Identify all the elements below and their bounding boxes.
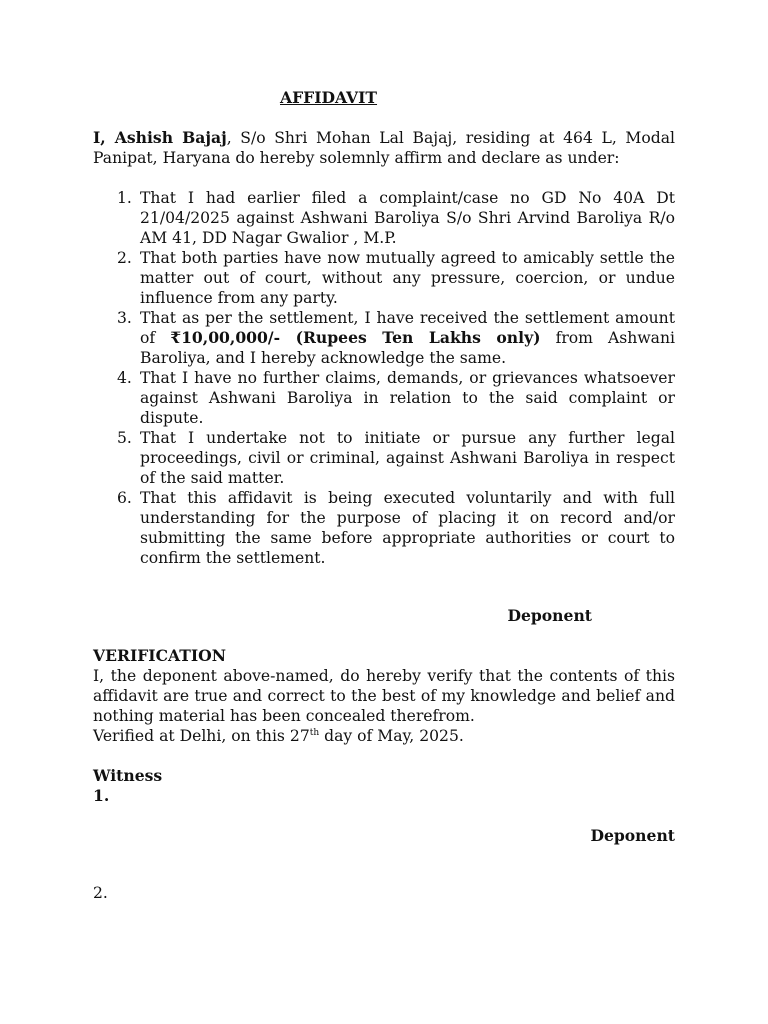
item-text-after: from Ashwani Baroliya, and I hereby acknowledge the same.: [140, 329, 676, 367]
item-number: 4.: [117, 369, 132, 387]
witness-one-number: 1.: [93, 786, 110, 805]
item-number: 1.: [117, 189, 132, 207]
witness-title: Witness: [93, 766, 163, 785]
item-text: That both parties have now mutually agreed to amicably settle the matter out of court, without any pressure, coercion, or undue influence from any party.: [140, 249, 675, 307]
item-number: 3.: [117, 309, 132, 327]
item-text: That I undertake not to initiate or pursue any further legal proceedings, civil or criminal, against Ashwani Baroliya in respect of the said matter.: [140, 429, 675, 487]
declaration-list: [93, 188, 675, 568]
deponent-name: I, Ashish Bajaj: [93, 128, 227, 147]
settlement-amount: ₹10,00,000/- (Rupees Ten Lakhs only): [170, 328, 541, 347]
item-number: 5.: [117, 429, 132, 447]
item-number: 6.: [117, 489, 132, 507]
intro-paragraph: [93, 128, 675, 168]
item-text: That this affidavit is being executed voluntarily and with full understanding for the purpose of placing it on record and/or submitting the same before appropriate authorities or court to confirm the settlement.: [140, 489, 675, 567]
verification-body: I, the deponent above-named, do hereby verify that the contents of this affidavit are true and correct to the best of my knowledge and belief and nothing material has been concealed therefrom.: [93, 667, 675, 725]
list-item: [93, 428, 675, 488]
document-title: AFFIDAVIT: [280, 88, 378, 107]
list-item: [93, 248, 675, 308]
list-item: [93, 488, 675, 568]
verification-title: VERIFICATION: [93, 646, 226, 665]
witness-heading: [93, 766, 675, 786]
witness-two-number: 2.: [93, 884, 108, 902]
witness-one: [93, 786, 675, 806]
verification-date-line: [93, 726, 675, 746]
verified-suffix: day of May, 2025.: [319, 727, 464, 745]
list-item: [93, 308, 675, 368]
verified-superscript: th: [309, 728, 320, 738]
witness-two: [93, 883, 675, 903]
list-item: [93, 188, 675, 248]
list-item: [93, 368, 675, 428]
verification-heading: [93, 646, 675, 666]
item-number: 2.: [117, 249, 132, 267]
item-text-before: That as per the settlement, I have received the settlement amount of: [140, 309, 675, 347]
item-text: That I have no further claims, demands, or grievances whatsoever against Ashwani Baroliya in relation to the said complaint or dispute.: [140, 369, 675, 427]
item-text: That I had earlier filed a complaint/case no GD No 40A Dt 21/04/2025 against Ashwani Baroliya S/o Shri Arvind Baroliya R/o AM 41, DD Nagar Gwalior , M.P.: [140, 189, 675, 247]
deponent-label-bottom: Deponent: [590, 826, 675, 845]
intro-line-1-rest: , S/o Shri Mohan Lal Bajaj, residing at 464 L, Modal: [226, 129, 675, 147]
intro-line-1: [93, 128, 675, 148]
deponent-label-top: Deponent: [507, 606, 592, 625]
verified-prefix: Verified at Delhi, on this 27: [93, 727, 310, 745]
intro-line-2: Panipat, Haryana do hereby solemnly affirm and declare as under:: [93, 149, 620, 167]
